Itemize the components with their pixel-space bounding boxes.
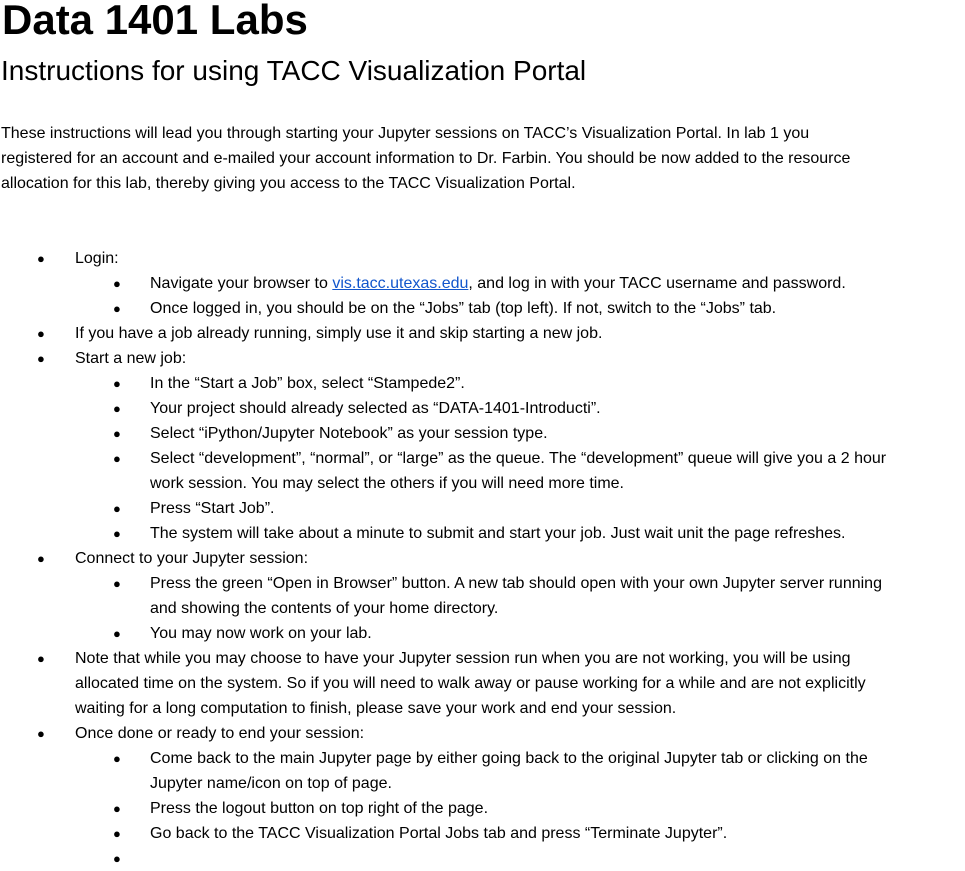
list-item-jobs-tab xyxy=(0,296,965,321)
text-segment: Navigate your browser to xyxy=(150,275,333,292)
intro-line: allocation for this lab, thereby giving you access to the TACC Visualization Portal. xyxy=(1,175,576,192)
list-item-work xyxy=(0,621,965,646)
list-item-text: Press the logout button on top right of the page. xyxy=(150,800,489,817)
text-line: Note that while you may choose to have your Jupyter session run when you are not working, you will be using xyxy=(75,650,851,667)
bullet-icon: ● xyxy=(37,326,45,341)
bullet-icon: ● xyxy=(113,576,121,591)
instruction-list xyxy=(0,246,965,871)
text-line: Press the green “Open in Browser” button. A new tab should open with your own Jupyter server running xyxy=(150,575,882,592)
text-line: Select “development”, “normal”, or “large” as the queue. The “development” queue will give you a 2 hour xyxy=(150,450,887,467)
bullet-icon: ● xyxy=(113,851,121,866)
bullet-icon: ● xyxy=(113,826,121,841)
text-line: work session. You may select the others if you will need more time. xyxy=(150,475,624,492)
document-subtitle: Instructions for using TACC Visualization Portal xyxy=(1,55,587,86)
list-item-note xyxy=(0,646,965,721)
bullet-icon: ● xyxy=(113,501,121,516)
list-item-login xyxy=(0,246,965,271)
list-item-text: If you have a job already running, simply use it and skip starting a new job. xyxy=(75,325,603,342)
list-item-empty xyxy=(0,846,965,871)
list-item-text xyxy=(150,846,965,871)
list-item-text xyxy=(150,571,965,621)
portal-link[interactable]: vis.tacc.utexas.edu xyxy=(332,275,469,292)
list-item-terminate xyxy=(0,821,965,846)
list-item-text: Press “Start Job”. xyxy=(150,500,275,517)
text-line: Come back to the main Jupyter page by either going back to the original Jupyter tab or clicking on the xyxy=(150,750,868,767)
bullet-icon: ● xyxy=(37,251,45,266)
list-item-text: Start a new job: xyxy=(75,350,187,367)
list-item-navigate xyxy=(0,271,965,296)
list-item-end-session xyxy=(0,721,965,746)
list-item-text: Go back to the TACC Visualization Portal Jobs tab and press “Terminate Jupyter”. xyxy=(150,825,728,842)
list-item-text xyxy=(150,746,965,796)
text-line: allocated time on the system. So if you will need to walk away or pause working for a while and are not explicitly xyxy=(75,675,866,692)
intro-line: registered for an account and e-mailed your account information to Dr. Farbin. You should be now added to the resource xyxy=(1,150,851,167)
bullet-icon: ● xyxy=(113,751,121,766)
intro-line: These instructions will lead you through starting your Jupyter sessions on TACC’s Visualization Portal. In lab 1 you xyxy=(1,125,810,142)
intro-paragraph xyxy=(1,121,961,196)
list-item-text: Your project should already selected as “DATA-1401-Introducti”. xyxy=(150,400,601,417)
bullet-icon: ● xyxy=(37,551,45,566)
list-item-text: You may now work on your lab. xyxy=(150,625,372,642)
list-item-logout xyxy=(0,796,965,821)
list-item-queue xyxy=(0,446,965,496)
list-item-stampede xyxy=(0,371,965,396)
document-title: Data 1401 Labs xyxy=(2,0,308,43)
text-segment: , and log in with your TACC username and password. xyxy=(468,275,846,292)
list-item-connect xyxy=(0,546,965,571)
list-item-text xyxy=(150,271,965,296)
list-item-project xyxy=(0,396,965,421)
list-item-text: The system will take about a minute to submit and start your job. Just wait unit the page refreshes. xyxy=(150,525,846,542)
bullet-icon: ● xyxy=(113,626,121,641)
list-item-text: Login: xyxy=(75,250,119,267)
bullet-icon: ● xyxy=(113,276,121,291)
bullet-icon: ● xyxy=(37,726,45,741)
list-item-wait xyxy=(0,521,965,546)
bullet-icon: ● xyxy=(37,651,45,666)
bullet-icon: ● xyxy=(113,801,121,816)
list-item-text: Connect to your Jupyter session: xyxy=(75,550,309,567)
bullet-icon: ● xyxy=(113,401,121,416)
list-item-text: Once done or ready to end your session: xyxy=(75,725,365,742)
bullet-icon: ● xyxy=(113,526,121,541)
list-item-text xyxy=(75,646,965,721)
text-line: waiting for a long computation to finish, please save your work and end your session. xyxy=(75,700,677,717)
list-item-press-start xyxy=(0,496,965,521)
list-item-open-browser xyxy=(0,571,965,621)
list-item-back xyxy=(0,746,965,796)
list-item-existing-job xyxy=(0,321,965,346)
bullet-icon: ● xyxy=(37,351,45,366)
list-item-text: Once logged in, you should be on the “Jobs” tab (top left). If not, switch to the “Jobs” tab. xyxy=(150,300,777,317)
list-item-text: Select “iPython/Jupyter Notebook” as your session type. xyxy=(150,425,548,442)
list-item-text xyxy=(150,446,965,496)
list-item-start-job xyxy=(0,346,965,371)
bullet-icon: ● xyxy=(113,426,121,441)
list-item-session-type xyxy=(0,421,965,446)
bullet-icon: ● xyxy=(113,376,121,391)
text-line: and showing the contents of your home directory. xyxy=(150,600,499,617)
bullet-icon: ● xyxy=(113,301,121,316)
list-item-text: In the “Start a Job” box, select “Stampede2”. xyxy=(150,375,465,392)
bullet-icon: ● xyxy=(113,451,121,466)
text-line: Jupyter name/icon on top of page. xyxy=(150,775,392,792)
